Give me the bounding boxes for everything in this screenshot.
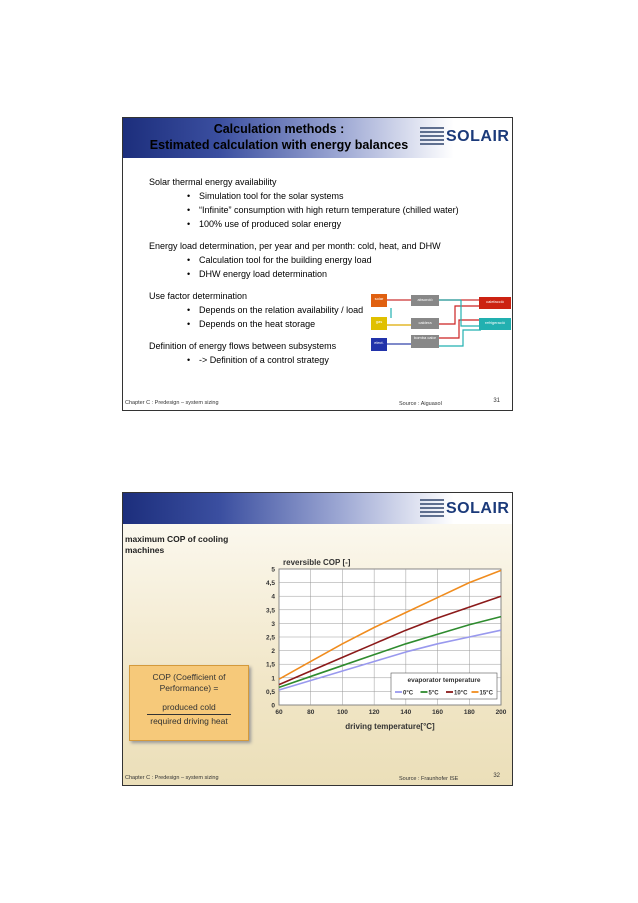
slide-32 bbox=[122, 492, 513, 786]
x-tick-label: 60 bbox=[275, 709, 283, 716]
x-tick-label: 100 bbox=[336, 709, 348, 716]
energy-flow-diagram bbox=[371, 294, 511, 354]
bullet-item: • DHW energy load determination bbox=[187, 269, 328, 279]
footer-source: Source : Aiguasol bbox=[399, 401, 442, 407]
fraction-line bbox=[147, 714, 231, 715]
section bbox=[149, 240, 459, 281]
bullet-text: “Infinite” consumption with high return temperature (chilled water) bbox=[199, 205, 459, 215]
footer-source: Source : Fraunhofer ISE bbox=[399, 776, 459, 782]
footer-chapter: Chapter C : Predesign – system sizing bbox=[125, 775, 219, 781]
section bbox=[149, 176, 459, 231]
title-line-2: Estimated calculation with energy balances bbox=[149, 138, 409, 152]
caldera-block: caldera bbox=[411, 318, 439, 329]
bullet-text: Depends on the relation availability / load bbox=[199, 305, 364, 315]
logo-text: SOLAIR bbox=[446, 500, 510, 517]
y-tick-label: 5 bbox=[271, 566, 275, 574]
cop-box-line-1: COP (Coefficient of bbox=[152, 672, 226, 682]
cop-title-line-2: machines bbox=[125, 545, 165, 555]
y-tick-label: 4,5 bbox=[265, 580, 275, 588]
bullet-text: 100% use of produced solar energy bbox=[199, 219, 342, 229]
absorcio-block: absorció bbox=[411, 295, 439, 306]
legend-label: 5°C bbox=[428, 690, 439, 697]
bullet-text: Calculation tool for the building energy load bbox=[199, 255, 372, 265]
y-tick-label: 0 bbox=[271, 702, 275, 710]
x-tick-label: 80 bbox=[307, 709, 315, 716]
refrigeracio-block: refrigeració bbox=[479, 318, 511, 330]
x-tick-label: 120 bbox=[368, 709, 380, 716]
bullet-item: • Calculation tool for the building energy load bbox=[187, 255, 372, 265]
x-tick-label: 140 bbox=[400, 709, 412, 716]
slide-31 bbox=[122, 117, 513, 411]
bullet-item: • Depends on the relation availability / load bbox=[187, 305, 364, 315]
logo-lines-icon bbox=[420, 499, 444, 519]
cop-title-line-1: maximum COP of cooling bbox=[125, 534, 229, 544]
chart-title: reversible COP [-] bbox=[283, 558, 351, 567]
cop-numerator: produced cold bbox=[162, 702, 216, 712]
bullet-item: • “Infinite” consumption with high return temperature (chilled water) bbox=[187, 205, 459, 215]
y-tick-label: 1 bbox=[271, 675, 275, 683]
solair-logo bbox=[420, 499, 510, 521]
bullet-item: • Depends on the heat storage bbox=[187, 319, 316, 329]
slide-title bbox=[129, 121, 429, 153]
section-title: Solar thermal energy availability bbox=[149, 177, 277, 187]
bomba-calor-block: bomba calor bbox=[411, 335, 439, 348]
y-tick-label: 3,5 bbox=[265, 607, 275, 615]
bullet-text: -> Definition of a control strategy bbox=[199, 355, 329, 365]
y-tick-label: 2 bbox=[271, 648, 275, 656]
page-number: 32 bbox=[493, 773, 500, 779]
bullet-text: Depends on the heat storage bbox=[199, 319, 316, 329]
elect-block: elect. bbox=[371, 338, 387, 351]
section-title: Use factor determination bbox=[149, 291, 248, 301]
legend-label: 15°C bbox=[479, 690, 493, 697]
solar-block: solar bbox=[371, 294, 387, 307]
x-tick-label: 160 bbox=[432, 709, 444, 716]
bullet-item: • Simulation tool for the solar systems bbox=[187, 191, 344, 201]
footer-chapter: Chapter C : Predesign – system sizing bbox=[125, 400, 219, 406]
calefaccio-block: calefacció bbox=[479, 297, 511, 309]
x-tick-label: 200 bbox=[495, 709, 507, 716]
bullet-item: • 100% use of produced solar energy bbox=[187, 219, 342, 229]
page-number: 31 bbox=[493, 398, 500, 404]
cop-denominator: required driving heat bbox=[150, 716, 228, 726]
logo-text: SOLAIR bbox=[446, 128, 510, 145]
gas-block: gas bbox=[371, 317, 387, 330]
logo-lines-icon bbox=[420, 127, 444, 147]
title-line-1: Calculation methods : bbox=[213, 122, 345, 136]
legend-title: evaporator temperature bbox=[407, 677, 481, 684]
y-tick-label: 4 bbox=[271, 593, 275, 601]
legend-label: 10°C bbox=[454, 690, 468, 697]
y-tick-label: 3 bbox=[271, 620, 275, 628]
section-title: Definition of energy flows between subsystems bbox=[149, 341, 337, 351]
solair-logo bbox=[420, 127, 510, 149]
y-tick-label: 1,5 bbox=[265, 661, 275, 669]
cop-definition-box bbox=[129, 665, 249, 741]
cop-title bbox=[125, 534, 228, 556]
cop-box-line-2: Performance) = bbox=[159, 683, 219, 693]
x-tick-label: 180 bbox=[463, 709, 475, 716]
legend-label: 0°C bbox=[403, 690, 414, 697]
y-tick-label: 0,5 bbox=[265, 688, 275, 696]
x-axis-label: driving temperature[°C] bbox=[345, 722, 435, 731]
cop-chart bbox=[245, 529, 507, 745]
section-title: Energy load determination, per year and per month: cold, heat, and DHW bbox=[149, 241, 441, 251]
bullet-item: • -> Definition of a control strategy bbox=[187, 355, 329, 365]
y-tick-label: 2,5 bbox=[265, 634, 275, 642]
bullet-text: Simulation tool for the solar systems bbox=[199, 191, 344, 201]
bullet-text: DHW energy load determination bbox=[199, 269, 328, 279]
